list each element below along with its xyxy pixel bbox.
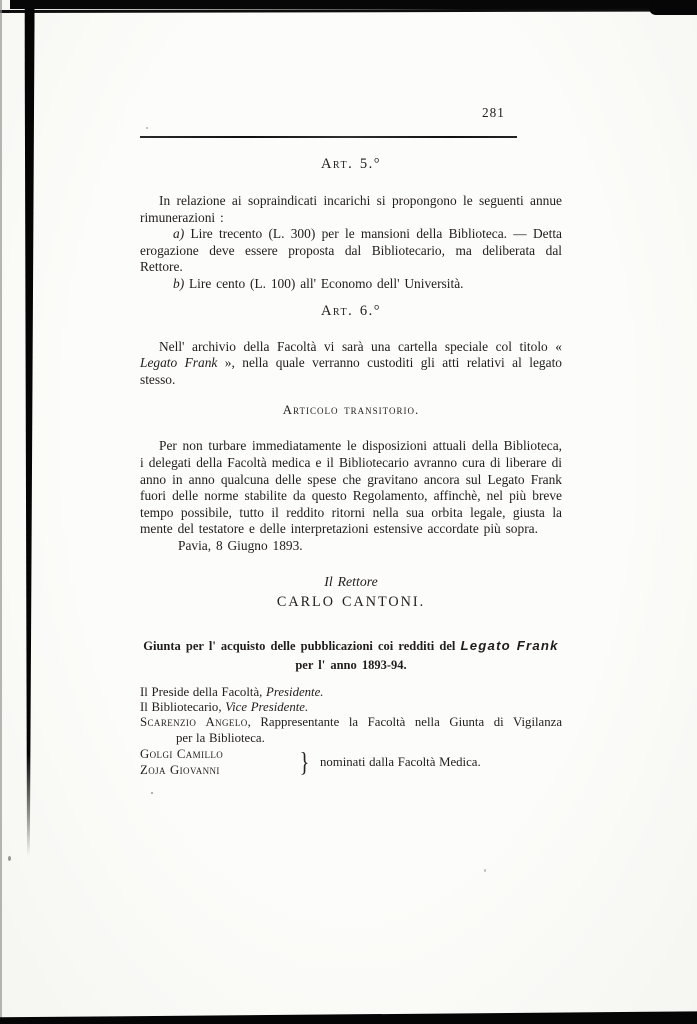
scan-speck [8, 856, 11, 861]
scan-artifact-top-bar [10, 0, 697, 9]
signature-name: CARLO CANTONI. [276, 593, 426, 610]
scan-artifact-top-right-corner [649, 0, 697, 15]
article-5-heading: Art. 5.° [320, 156, 382, 172]
signature-role: Il Rettore [324, 573, 378, 589]
member-bibliotecario-text: Il Bibliotecario, [140, 699, 226, 714]
appointed-name-zoja: Zoja Giovanni [140, 762, 220, 777]
member-preside-text: Il Preside della Facoltà, [140, 684, 267, 699]
member-scarenzio-text: , Rappresentante la Facoltà nella Giunta di Vigilanza [247, 715, 562, 730]
item-b-text: Lire cento (L. 100) all' Economo dell' Università. [184, 275, 464, 291]
item-a-label: a) [173, 226, 185, 242]
dateline: Pavia, 8 Giugno 1893. [178, 537, 303, 553]
header-rule [140, 136, 517, 138]
article-5-item-b [140, 276, 562, 293]
member-scarenzio-name: Scarenzio Angelo [140, 715, 248, 730]
article-5-intro-text: In relazione ai sopraindicati incarichi si propongono le seguenti annue rimunerazioni : [140, 193, 562, 225]
article-6-text-before: Nell' archivio della Facoltà vi sarà una cartella speciale col titolo « [159, 338, 562, 354]
appointed-note: nominati dalla Facoltà Medica. [319, 754, 481, 769]
group-brace: } [299, 747, 310, 778]
scan-speck [146, 127, 148, 129]
scan-artifact-left-edge [0, 0, 2, 1024]
article-6-heading: Art. 6.° [320, 302, 382, 319]
article-5-item-a [140, 226, 562, 276]
committee-title-line2: per l' anno 1893-94. [295, 657, 407, 672]
transitory-article-paragraph: Per non turbare immediatamente le disposizioni attuali della Biblioteca, i delegati della Facoltà medica e il Bibliotecario avranno cura di liberare di anno in anno qualcuna delle spese che gravitano ancora sul Legato Frank fuori delle norme stabilite da questo Regolamento, affinchè, nel più breve tempo possibile, tutto il reddito ritorni nella sua orbita legale, giusta la mente del testatore e delle interpretazioni estensive accordate più sopra. [140, 438, 562, 537]
item-a-text: Lire trecento (L. 300) per le mansioni della Biblioteca. — Detta erogazione deve essere proposta dal Bibliotecario, ma deliberata dal Rettore. [140, 226, 562, 275]
appointed-members-group [140, 747, 562, 778]
member-preside-role: Presidente. [266, 684, 324, 699]
scan-artifact-top-line [0, 9, 697, 13]
committee-section [140, 638, 562, 778]
item-b-label: b) [173, 275, 185, 291]
committee-title-line1 [140, 638, 562, 654]
committee-title-legato-frank: Legato Frank [460, 637, 559, 653]
member-bibliotecario [140, 700, 562, 715]
member-bibliotecario-role: Vice Presidente. [225, 699, 309, 714]
committee-members [140, 685, 562, 778]
appointed-names [140, 747, 298, 778]
member-scarenzio-line1 [140, 715, 562, 730]
committee-title-before: Giunta per l' acquisto delle pubblicazioni coi redditi del [143, 638, 461, 653]
scan-artifact-left-bar [23, 8, 34, 856]
scan-artifact-bottom-bar [0, 1010, 697, 1024]
member-scarenzio-line2: per la Biblioteca. [176, 730, 265, 745]
page-number: 281 [482, 105, 505, 120]
text-column [140, 150, 562, 778]
article-6-paragraph [140, 339, 562, 389]
article-6-legato-frank: Legato Frank [140, 355, 218, 371]
article-6-text-after: », nella quale verranno custoditi gli atti relativi al legato stesso. [140, 355, 562, 387]
scan-speck [151, 792, 153, 794]
member-preside [140, 685, 562, 700]
article-5-intro [140, 193, 562, 226]
appointed-name-golgi: Golgi Camillo [140, 747, 224, 762]
scan-speck [484, 869, 486, 872]
transitory-article-heading: Articolo transitorio. [282, 403, 420, 418]
